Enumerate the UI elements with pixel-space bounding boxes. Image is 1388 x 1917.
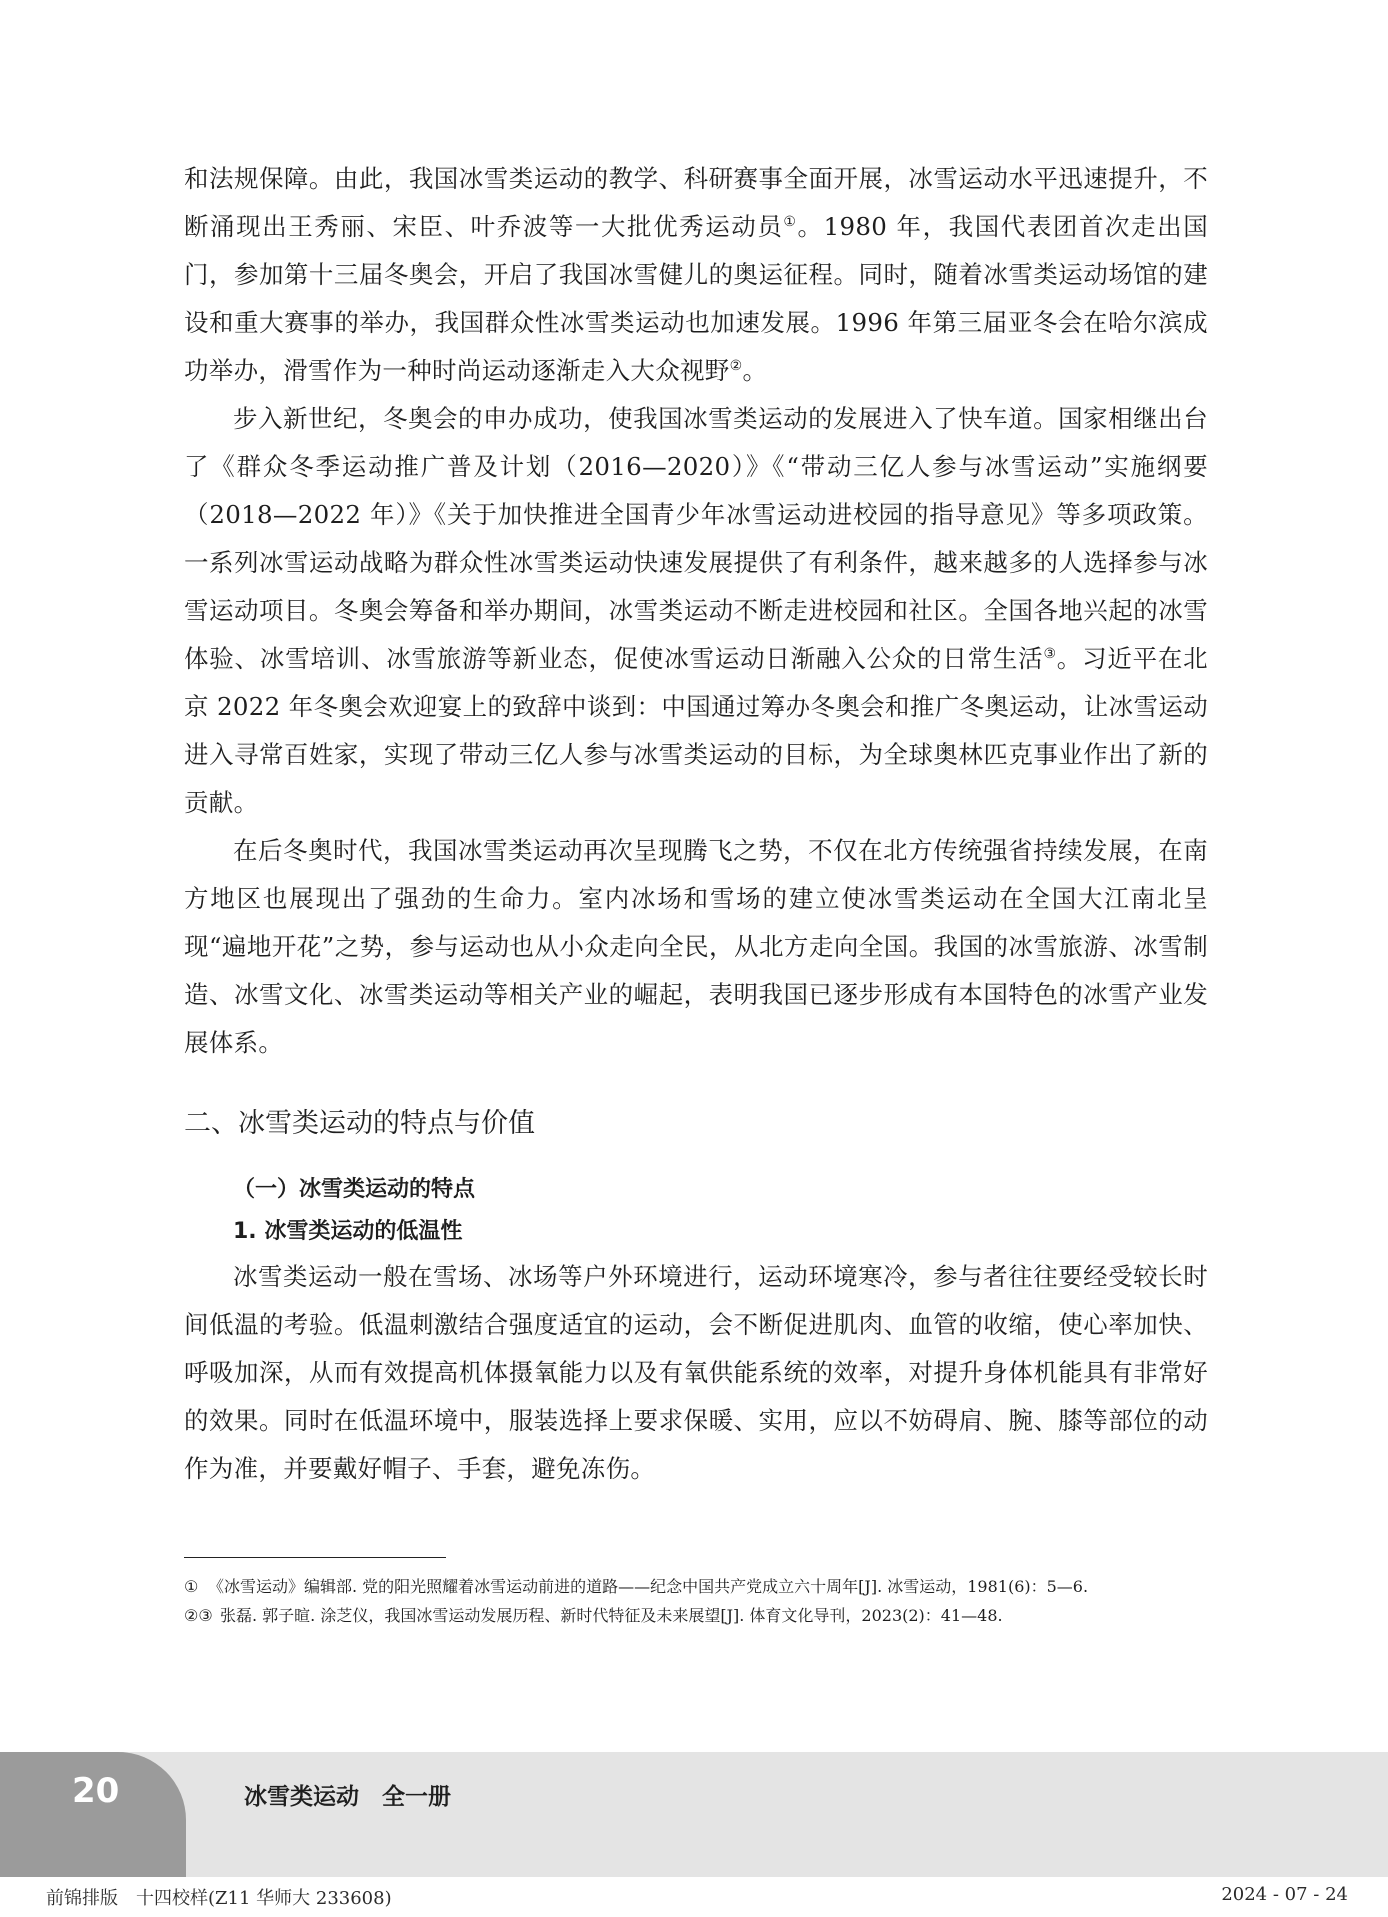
- footer-band: [0, 1752, 1388, 1877]
- footnote-mark: ②③: [184, 1606, 213, 1625]
- print-slug: 前锦排版 十四校样(Z11 华师大 233608): [46, 1888, 392, 1909]
- item-heading: 1. 冰雪类运动的低温性: [233, 1219, 463, 1244]
- body-paragraph: 在后冬奥时代，我国冰雪类运动再次呈现腾飞之势，不仅在北方传统强省持续发展，在南方地区也展现出了强劲的生命力。室内冰场和雪场的建立使冰雪类运动在全国大江南北呈现“遍地开花”之势，参与运动也从小众走向全民，从北方走向全国。我国的冰雪旅游、冰雪制造、冰雪文化、冰雪类运动等相关产业的崛起，表明我国已逐步形成有本国特色的冰雪产业发展体系。: [184, 836, 1208, 1057]
- body-paragraph: 冰雪类运动一般在雪场、冰场等户外环境进行，运动环境寒冷，参与者往往要经受较长时间低温的考验。低温刺激结合强度适宜的运动，会不断促进肌肉、血管的收缩，使心率加快、呼吸加深，从而有效提高机体摄氧能力以及有氧供能系统的效率，对提升身体机能具有非常好的效果。同时在低温环境中，服装选择上要求保暖、实用，应以不妨碍肩、腕、膝等部位的动作为准，并要戴好帽子、手套，避免冻伤。: [184, 1262, 1208, 1483]
- footnote-ref: ①: [783, 214, 798, 230]
- body-paragraph: [184, 395, 1208, 827]
- body-paragraph: [184, 155, 1208, 395]
- footnote-text: 《冰雪运动》编辑部. 党的阳光照耀着冰雪运动前进的道路——纪念中国共产党成立六十周年[J]. 冰雪运动，1981(6)：5—6.: [208, 1577, 1089, 1596]
- paragraph-text: 。: [742, 356, 768, 385]
- section-heading: 二、冰雪类运动的特点与价值: [184, 1108, 535, 1139]
- print-date: 2024 - 07 - 24: [1221, 1884, 1348, 1905]
- footnote: [184, 1572, 1208, 1601]
- page-body: [184, 155, 1208, 1493]
- footnote-ref: ②: [729, 358, 743, 374]
- paragraph-text: 和法规保障。由此，我国冰雪类运动的教学、科研赛事全面开展，冰雪运动水平迅速提升，不断涌现出王秀丽、宋臣、叶乔波等一大批优秀运动员: [184, 164, 1208, 241]
- footnote-ref: ③: [1043, 646, 1057, 662]
- paragraph-text: 步入新世纪，冬奥会的申办成功，使我国冰雪类运动的发展进入了快车道。国家相继出台了《群众冬季运动推广普及计划（2016—2020）》《“带动三亿人参与冰雪运动”实施纲要（2018—2022 年）》《关于加快推进全国青少年冰雪运动进校园的指导意见》等多项政策。一系列冰雪运动战略为群众性冰雪类运动快速发展提供了有利条件，越来越多的人选择参与冰雪运动项目。冬奥会筹备和举办期间，冰雪类运动不断走进校园和社区。全国各地兴起的冰雪体验、冰雪培训、冰雪旅游等新业态，促使冰雪运动日渐融入公众的日常生活: [184, 404, 1208, 673]
- footnote-mark: ①: [184, 1577, 199, 1596]
- page-number: 20: [72, 1771, 120, 1811]
- footnotes: [184, 1572, 1208, 1630]
- footnote-text: 张磊. 郭子暄. 涂芝仪，我国冰雪运动发展历程、新时代特征及未来展望[J]. 体育文化导刊，2023(2)：41—48.: [220, 1606, 1003, 1625]
- book-title: 冰雪类运动 全一册: [244, 1784, 451, 1810]
- paragraph-text: 。1980 年，我国代表团首次走出国门，参加第十三届冬奥会，开启了我国冰雪健儿的奥运征程。同时，随着冰雪类运动场馆的建设和重大赛事的举办，我国群众性冰雪类运动也加速发展。1996 年第三届亚冬会在哈尔滨成功举办，滑雪作为一种时尚运动逐渐走入大众视野: [184, 212, 1208, 385]
- paragraph-text: 。习近平在北京 2022 年冬奥会欢迎宴上的致辞中谈到：中国通过筹办冬奥会和推广冬奥运动，让冰雪运动进入寻常百姓家，实现了带动三亿人参与冰雪类运动的目标，为全球奥林匹克事业作出了新的贡献。: [184, 644, 1208, 817]
- footnote: [184, 1601, 1208, 1630]
- subsection-heading: （一）冰雪类运动的特点: [233, 1177, 476, 1202]
- footnote-divider: [184, 1557, 446, 1558]
